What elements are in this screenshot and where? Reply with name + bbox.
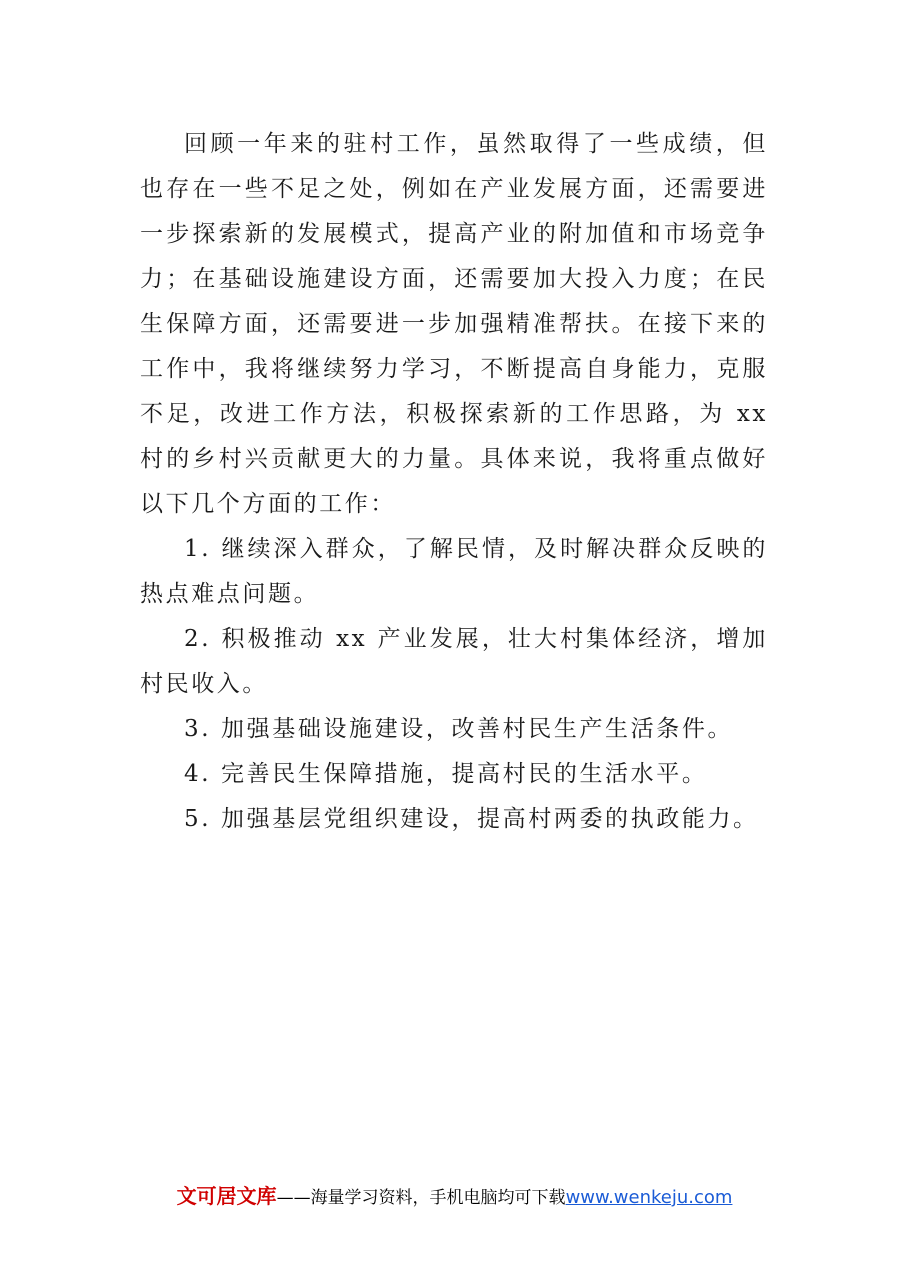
footer-brand: 文可居文库 bbox=[176, 1184, 277, 1208]
footer-slogan: ——海量学习资料，手机电脑均可下载 bbox=[276, 1188, 566, 1208]
list-item-1: 1. 继续深入群众，了解民情，及时解决群众反映的热点难点问题。 bbox=[140, 536, 768, 607]
list-item-4: 4. 完善民生保障措施，提高村民的生活水平。 bbox=[184, 761, 708, 787]
list-item-5: 5. 加强基层党组织建设，提高村两委的执政能力。 bbox=[184, 806, 759, 832]
footer-banner bbox=[0, 1181, 909, 1213]
list-item-3: 3. 加强基础设施建设，改善村民生产生活条件。 bbox=[184, 716, 734, 742]
list-item-2: 2. 积极推动 xx 产业发展，壮大村集体经济，增加村民收入。 bbox=[140, 626, 768, 697]
footer-website-link[interactable]: www.wenkeju.com bbox=[565, 1187, 733, 1208]
summary-paragraph: 回顾一年来的驻村工作，虽然取得了一些成绩，但也存在一些不足之处，例如在产业发展方面，还需要进一步探索新的发展模式，提高产业的附加值和市场竞争力；在基础设施建设方面，还需要加大投入力度；在民生保障方面，还需要进一步加强精准帮扶。在接下来的工作中，我将继续努力学习，不断提高自身能力，克服不足，改进工作方法，积极探索新的工作思路，为 xx 村的乡村兴贡献更大的力量。具体来说，我将重点做好以下几个方面的工作： bbox=[140, 131, 768, 517]
document-body bbox=[140, 122, 768, 842]
